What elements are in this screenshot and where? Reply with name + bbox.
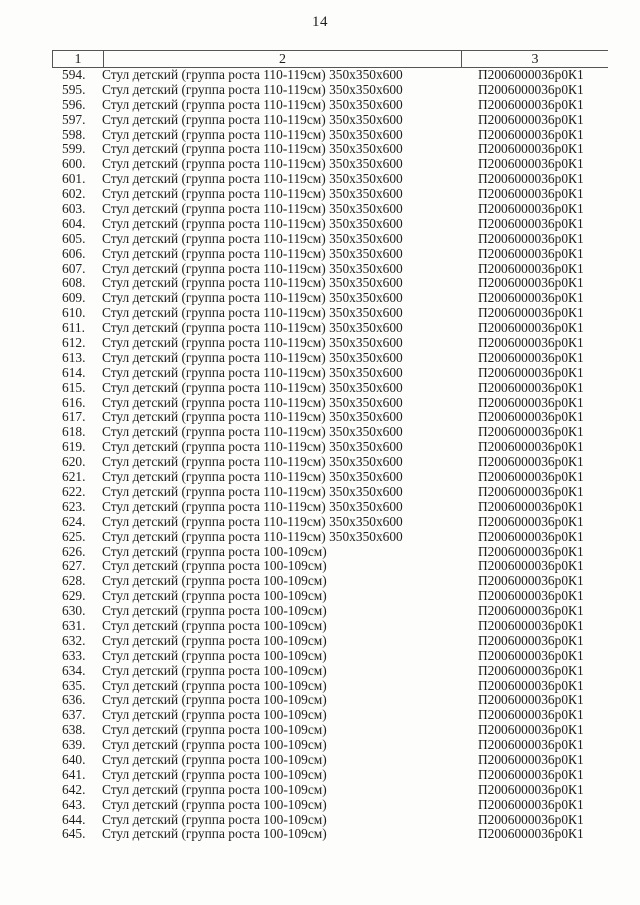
row-number: 609.: [62, 290, 86, 306]
row-description: Стул детский (группа роста 110-119см) 350х350х600: [102, 127, 403, 142]
row-number: 638.: [62, 722, 86, 738]
table-row: [52, 455, 608, 470]
row-code: П2006000036р0К1: [478, 111, 584, 127]
row-description: Стул детский (группа роста 100-109см): [102, 618, 327, 633]
row-code: П2006000036р0К1: [478, 722, 584, 738]
row-code: П2006000036р0К1: [478, 751, 584, 767]
row-number: 611.: [62, 320, 85, 336]
column-header-3: 3: [531, 52, 539, 67]
row-number: 613.: [62, 349, 86, 365]
table-row: [52, 336, 608, 351]
table-row: [52, 83, 608, 98]
row-description: Стул детский (группа роста 100-109см): [102, 812, 327, 827]
row-code: П2006000036р0К1: [478, 364, 584, 380]
row-description: Стул детский (группа роста 110-119см) 350х350х600: [102, 261, 403, 276]
row-number: 630.: [62, 603, 86, 619]
row-number: 605.: [62, 230, 86, 246]
row-number: 641.: [62, 766, 86, 782]
row-code: П2006000036р0К1: [478, 126, 584, 142]
row-code: П2006000036р0К1: [478, 647, 584, 663]
table-row: [52, 485, 608, 500]
row-description: Стул детский (группа роста 100-109см): [102, 723, 327, 738]
row-number: 603.: [62, 201, 86, 217]
row-description: Стул детский (группа роста 110-119см) 350х350х600: [102, 380, 403, 395]
row-code: П2006000036р0К1: [478, 215, 584, 231]
row-number: 629.: [62, 588, 86, 604]
row-description: Стул детский (группа роста 100-109см): [102, 797, 327, 812]
table-row: [52, 68, 608, 83]
table-row: [52, 440, 608, 455]
row-description: Стул детский (группа роста 110-119см) 350х350х600: [102, 216, 403, 231]
table-row: [52, 470, 608, 485]
table-row: [52, 157, 608, 172]
row-code: П2006000036р0К1: [478, 737, 584, 753]
row-description: Стул детский (группа роста 110-119см) 350х350х600: [102, 187, 403, 202]
row-description: Стул детский (группа роста 110-119см) 350х350х600: [102, 470, 403, 485]
row-number: 642.: [62, 781, 86, 797]
table-row: [52, 262, 608, 277]
row-description: Стул детский (группа роста 110-119см) 350х350х600: [102, 350, 403, 365]
row-description: Стул детский (группа роста 110-119см) 350х350х600: [102, 336, 403, 351]
row-code: П2006000036р0К1: [478, 230, 584, 246]
row-code: П2006000036р0К1: [478, 588, 584, 604]
row-number: 640.: [62, 751, 86, 767]
row-code: П2006000036р0К1: [478, 766, 584, 782]
row-code: П2006000036р0К1: [478, 483, 584, 499]
table-row: [52, 545, 608, 560]
table-row: [52, 306, 608, 321]
row-code: П2006000036р0К1: [478, 201, 584, 217]
table-row: [52, 187, 608, 202]
row-code: П2006000036р0К1: [478, 826, 584, 842]
row-description: Стул детский (группа роста 110-119см) 350х350х600: [102, 291, 403, 306]
table-row: [52, 98, 608, 113]
row-code: П2006000036р0К1: [478, 141, 584, 157]
row-code: П2006000036р0К1: [478, 796, 584, 812]
row-description: Стул детский (группа роста 100-109см): [102, 752, 327, 767]
table-row: [52, 128, 608, 143]
row-code: П2006000036р0К1: [478, 320, 584, 336]
table-row: [52, 500, 608, 515]
row-number: 623.: [62, 498, 86, 514]
table-row: [52, 381, 608, 396]
row-description: Стул детский (группа роста 110-119см) 350х350х600: [102, 246, 403, 261]
row-code: П2006000036р0К1: [478, 692, 584, 708]
row-description: Стул детский (группа роста 110-119см) 350х350х600: [102, 82, 403, 97]
table-row: [52, 813, 608, 828]
row-code: П2006000036р0К1: [478, 335, 584, 351]
row-number: 631.: [62, 617, 86, 633]
row-code: П2006000036р0К1: [478, 632, 584, 648]
row-number: 601.: [62, 171, 86, 187]
row-description: Стул детский (группа роста 110-119см) 350х350х600: [102, 455, 403, 470]
row-code: П2006000036р0К1: [478, 454, 584, 470]
row-description: Стул детский (группа роста 100-109см): [102, 693, 327, 708]
row-description: Стул детский (группа роста 100-109см): [102, 633, 327, 648]
row-number: 595.: [62, 81, 86, 97]
table-row: [52, 291, 608, 306]
row-description: Стул детский (группа роста 110-119см) 350х350х600: [102, 410, 403, 425]
row-code: П2006000036р0К1: [478, 81, 584, 97]
row-number: 608.: [62, 275, 86, 291]
row-description: Стул детский (группа роста 110-119см) 350х350х600: [102, 529, 403, 544]
row-code: П2006000036р0К1: [478, 379, 584, 395]
row-description: Стул детский (группа роста 100-109см): [102, 663, 327, 678]
row-description: Стул детский (группа роста 100-109см): [102, 708, 327, 723]
row-description: Стул детский (группа роста 110-119см) 350х350х600: [102, 306, 403, 321]
table-row: [52, 798, 608, 813]
table-row: [52, 738, 608, 753]
table-row: [52, 172, 608, 187]
row-description: Стул детский (группа роста 110-119см) 350х350х600: [102, 395, 403, 410]
row-code: П2006000036р0К1: [478, 424, 584, 440]
row-code: П2006000036р0К1: [478, 245, 584, 261]
row-code: П2006000036р0К1: [478, 171, 584, 187]
row-code: П2006000036р0К1: [478, 543, 584, 559]
row-code: П2006000036р0К1: [478, 603, 584, 619]
row-number: 619.: [62, 439, 86, 455]
row-number: 627.: [62, 558, 86, 574]
row-code: П2006000036р0К1: [478, 439, 584, 455]
table-row: [52, 321, 608, 336]
row-number: 636.: [62, 692, 86, 708]
table-row: [52, 708, 608, 723]
row-description: Стул детский (группа роста 110-119см) 350х350х600: [102, 68, 403, 82]
row-code: П2006000036р0К1: [478, 275, 584, 291]
row-number: 633.: [62, 647, 86, 663]
row-number: 615.: [62, 379, 86, 395]
inventory-table: [52, 50, 608, 842]
row-code: П2006000036р0К1: [478, 781, 584, 797]
table-row: [52, 589, 608, 604]
page-number: 14: [312, 14, 328, 30]
table-row: [52, 217, 608, 232]
row-number: 607.: [62, 260, 86, 276]
row-code: П2006000036р0К1: [478, 677, 584, 693]
row-description: Стул детский (группа роста 110-119см) 350х350х600: [102, 97, 403, 112]
row-code: П2006000036р0К1: [478, 707, 584, 723]
table-row: [52, 515, 608, 530]
row-description: Стул детский (группа роста 100-109см): [102, 782, 327, 797]
table-row: [52, 396, 608, 411]
table-row: [52, 664, 608, 679]
row-description: Стул детский (группа роста 110-119см) 350х350х600: [102, 484, 403, 499]
row-number: 637.: [62, 707, 86, 723]
table-row: [52, 753, 608, 768]
row-number: 618.: [62, 424, 86, 440]
row-code: П2006000036р0К1: [478, 528, 584, 544]
row-number: 645.: [62, 826, 86, 842]
row-description: Стул детский (группа роста 100-109см): [102, 589, 327, 604]
table-row: [52, 232, 608, 247]
row-description: Стул детский (группа роста 110-119см) 350х350х600: [102, 172, 403, 187]
row-description: Стул детский (группа роста 100-109см): [102, 574, 327, 589]
row-number: 606.: [62, 245, 86, 261]
row-code: П2006000036р0К1: [478, 498, 584, 514]
table-body: [52, 68, 608, 842]
row-code: П2006000036р0К1: [478, 409, 584, 425]
row-number: 596.: [62, 96, 86, 112]
row-description: Стул детский (группа роста 100-109см): [102, 648, 327, 663]
table-row: [52, 619, 608, 634]
table-row: [52, 604, 608, 619]
table-row: [52, 679, 608, 694]
row-number: 616.: [62, 394, 86, 410]
row-description: Стул детский (группа роста 100-109см): [102, 738, 327, 753]
row-number: 614.: [62, 364, 86, 380]
row-number: 612.: [62, 335, 86, 351]
row-description: Стул детский (группа роста 110-119см) 350х350х600: [102, 365, 403, 380]
row-code: П2006000036р0К1: [478, 573, 584, 589]
row-code: П2006000036р0К1: [478, 260, 584, 276]
row-code: П2006000036р0К1: [478, 811, 584, 827]
row-number: 604.: [62, 215, 86, 231]
row-description: Стул детский (группа роста 110-119см) 350х350х600: [102, 157, 403, 172]
table-row: [52, 351, 608, 366]
row-number: 635.: [62, 677, 86, 693]
row-description: Стул детский (группа роста 110-119см) 350х350х600: [102, 202, 403, 217]
table-row: [52, 425, 608, 440]
row-number: 622.: [62, 483, 86, 499]
table-row: [52, 693, 608, 708]
table-row: [52, 202, 608, 217]
table-row: [52, 827, 608, 842]
table-row: [52, 783, 608, 798]
row-description: Стул детский (группа роста 110-119см) 350х350х600: [102, 112, 403, 127]
row-description: Стул детский (группа роста 110-119см) 350х350х600: [102, 499, 403, 514]
row-description: Стул детский (группа роста 110-119см) 350х350х600: [102, 231, 403, 246]
row-number: 598.: [62, 126, 86, 142]
table-row: [52, 113, 608, 128]
row-description: Стул детский (группа роста 100-109см): [102, 604, 327, 619]
row-code: П2006000036р0К1: [478, 96, 584, 112]
row-description: Стул детский (группа роста 100-109см): [102, 544, 327, 559]
row-description: Стул детский (группа роста 110-119см) 350х350х600: [102, 425, 403, 440]
row-code: П2006000036р0К1: [478, 662, 584, 678]
row-number: 628.: [62, 573, 86, 589]
column-header-1: 1: [52, 51, 103, 67]
table-row: [52, 634, 608, 649]
row-code: П2006000036р0К1: [478, 394, 584, 410]
row-number: 644.: [62, 811, 86, 827]
row-number: 597.: [62, 111, 86, 127]
row-number: 625.: [62, 528, 86, 544]
row-description: Стул детский (группа роста 110-119см) 350х350х600: [102, 276, 403, 291]
row-number: 620.: [62, 454, 86, 470]
row-code: П2006000036р0К1: [478, 186, 584, 202]
row-code: П2006000036р0К1: [478, 156, 584, 172]
row-number: 626.: [62, 543, 86, 559]
table-header: [52, 51, 608, 68]
row-code: П2006000036р0К1: [478, 469, 584, 485]
row-number: 621.: [62, 469, 86, 485]
table-row: [52, 768, 608, 783]
table-row: [52, 247, 608, 262]
row-description: Стул детский (группа роста 110-119см) 350х350х600: [102, 514, 403, 529]
table-row: [52, 649, 608, 664]
row-description: Стул детский (группа роста 110-119см) 350х350х600: [102, 142, 403, 157]
row-code: П2006000036р0К1: [478, 305, 584, 321]
row-number: 599.: [62, 141, 86, 157]
table-row: [52, 142, 608, 157]
table-row: [52, 574, 608, 589]
row-number: 594.: [62, 67, 86, 82]
row-code: П2006000036р0К1: [478, 513, 584, 529]
row-number: 632.: [62, 632, 86, 648]
table-row: [52, 276, 608, 291]
row-code: П2006000036р0К1: [478, 349, 584, 365]
table-row: [52, 366, 608, 381]
table-row: [52, 723, 608, 738]
row-description: Стул детский (группа роста 100-109см): [102, 767, 327, 782]
table-row: [52, 559, 608, 574]
row-number: 617.: [62, 409, 86, 425]
table-row: [52, 410, 608, 425]
row-description: Стул детский (группа роста 110-119см) 350х350х600: [102, 440, 403, 455]
row-number: 602.: [62, 186, 86, 202]
row-number: 600.: [62, 156, 86, 172]
row-description: Стул детский (группа роста 100-109см): [102, 678, 327, 693]
row-description: Стул детский (группа роста 100-109см): [102, 827, 327, 842]
row-number: 639.: [62, 737, 86, 753]
row-code: П2006000036р0К1: [478, 67, 584, 82]
row-code: П2006000036р0К1: [478, 290, 584, 306]
table-row: [52, 530, 608, 545]
column-header-2: 2: [103, 51, 462, 67]
row-number: 643.: [62, 796, 86, 812]
row-code: П2006000036р0К1: [478, 558, 584, 574]
row-description: Стул детский (группа роста 110-119см) 350х350х600: [102, 321, 403, 336]
row-number: 610.: [62, 305, 86, 321]
row-description: Стул детский (группа роста 100-109см): [102, 559, 327, 574]
row-number: 624.: [62, 513, 86, 529]
row-code: П2006000036р0К1: [478, 617, 584, 633]
row-number: 634.: [62, 662, 86, 678]
